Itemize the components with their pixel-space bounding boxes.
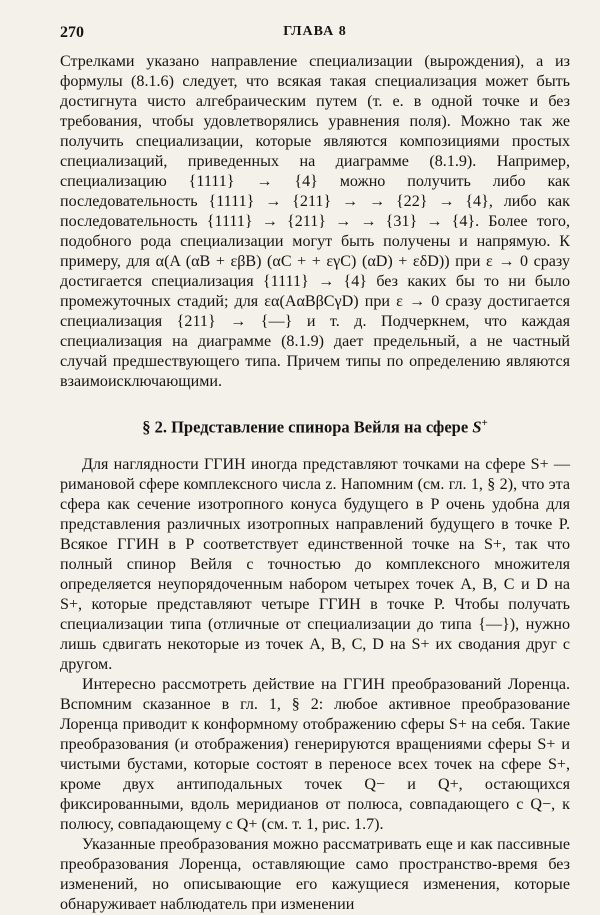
section-heading-symbol: S <box>472 417 482 437</box>
paragraph-specialization-arrows: Стрелками указано направление специализации (вырождения), а из формулы (8.1.6) следует, что всякая такая специализация может быть достигнута чисто алгебраическим путем (т. е. в одной точке и без требования, чтобы удовлетворялись уравнения поля). Можно так же получить специализации, которые являются композициями простых специализаций, приведенных на диаграмме (8.1.9). Например, специализацию {1111} → {4} можно получить либо как последовательность {1111} → {211} → → {22} → {4}, либо как последовательность {1111} → {211} → → {31} → {4}. Более того, подобного рода специализации могут быть получены и напрямую. К примеру, для α(A (αB + εβB) (αC + + εγC) (αD) + εδD)) при ε → 0 сразу достигается специализация {1111} → {4} без каких бы то ни было промежуточных стадий; для εα(AαBβCγD) при ε → 0 сразу достигается специализация {211} → {—} и т. д. Подчеркнем, что каждая специализация на диаграмме (8.1.9) дает предельный, а не частный случай предшествующего типа. Причем типы по определению являются взаимоисключающими. <box>60 53 570 390</box>
paragraph-riemann-sphere: Для наглядности ГГИН иногда представляют точками на сфере S+ — римановой сфере комплексного числа z. Напомним (см. гл. 1, § 2), что эта сфера как сечение изотропного конуса будущего в P очень удобна для представления различных изотропных направлений будущего в точке P. Всякое ГГИН в P соответствует единственной точке на S+, так что полный спинор Вейля с точностью до комплексного множителя определяется неупорядоченным набором четырех точек A, B, C и D на S+, которые представляют четыре ГГИН в точке P. Чтобы получать специализации типа (отличные от специализации до типа {—}), нужно лишь сдвигать некоторые из точек A, B, C, D на S+ их сводания друг с другом. <box>60 455 570 673</box>
running-head: ГЛАВА 8 <box>283 24 347 39</box>
section-heading-sup: + <box>481 417 488 429</box>
page-number: 270 <box>60 24 84 41</box>
section-heading <box>60 413 570 438</box>
paragraph-lorentz-active: Интересно рассмотреть действие на ГГИН преобразований Лоренца. Вспомним сказанное в гл. 1, § 2: любое активное преобразование Лоренца приводит к конформному отображению сферы S+ на себя. Такие преобразования (и отображения) генерируются вращениями сферы S+ и чистыми бустами, которые состоят в переносе всех точек на сфере S+, кроме двух антиподальных точек Q− и Q+, остающихся фиксированными, вдоль меридианов от полюса, совпадающего с Q−, к полюсу, совпадающему с Q+ (см. т. 1, рис. 1.7). <box>60 675 570 833</box>
section-heading-text: § 2. Представление спинора Вейля на сфере <box>142 417 469 437</box>
paragraph-lorentz-passive: Указанные преобразования можно рассматривать еще и как пассивные преобразования Лоренца, оставляющие само пространство-время без изменений, но описывающие его кажущиеся изменения, которые обнаруживает наблюдатель при изменении <box>60 835 570 913</box>
page-body <box>60 52 570 915</box>
page-header <box>60 24 570 44</box>
